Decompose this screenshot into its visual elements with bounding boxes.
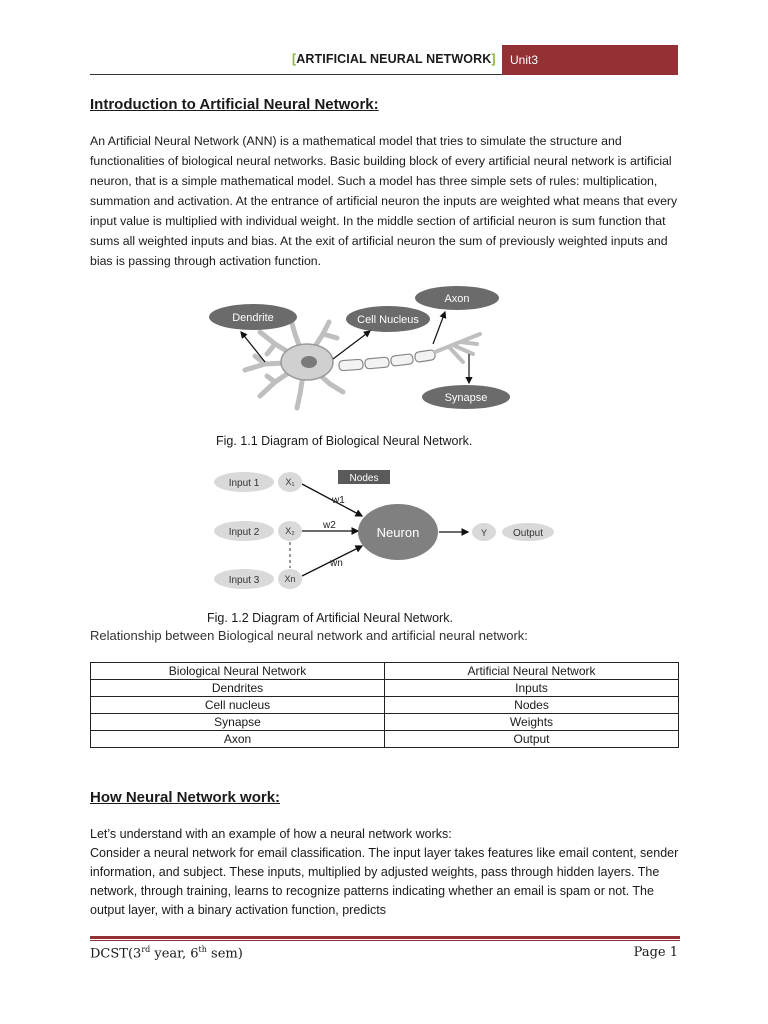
footer-rule-thick: [90, 936, 680, 939]
w2-label: w2: [323, 520, 336, 531]
table-cell: Axon: [91, 731, 385, 748]
how-body: [90, 825, 680, 920]
table-row: [91, 714, 679, 731]
table-cell: Weights: [385, 714, 679, 731]
axon-terminal: [435, 334, 480, 362]
table-row: [91, 680, 679, 697]
how-paragraph: Consider a neural network for email classification. The input layer takes features like email content, sender information, and subject. These inputs, multiplied by adjusted weights, pass through hidden layers. The network, through training, learns to recognize patterns indicating whether an email is spam or not. The output layer, with a binary activation function, predicts: [90, 846, 679, 917]
x1-label: X₁: [285, 477, 295, 487]
footer-year-num: 3: [133, 946, 142, 962]
input1-label: Input 1: [228, 478, 260, 489]
header-title: [292, 52, 496, 66]
table-row: [91, 697, 679, 714]
input2-label: Input 2: [228, 527, 260, 538]
y-label: Y: [480, 528, 488, 538]
table-cell: Dendrites: [91, 680, 385, 697]
bracket-open: [: [292, 52, 297, 66]
fig2-caption: Fig. 1.2 Diagram of Artificial Neural Network.: [207, 611, 453, 625]
nucleus-icon: [301, 356, 317, 368]
unit-badge: Unit3: [502, 45, 678, 75]
table-cell: Nodes: [385, 697, 679, 714]
cell-nucleus-label: Cell Nucleus: [357, 314, 419, 326]
output-label: Output: [512, 528, 544, 539]
nodes-label: Nodes: [349, 473, 379, 484]
artificial-neuron-diagram: [210, 466, 560, 594]
table-cell: Inputs: [385, 680, 679, 697]
table-row: [91, 731, 679, 748]
footer-year-text: year,: [150, 946, 191, 962]
xn-label: Xn: [284, 574, 296, 584]
footer-course: [90, 945, 243, 961]
table-cell: Synapse: [91, 714, 385, 731]
axon-label: Axon: [444, 293, 470, 305]
synapse-label: Synapse: [444, 392, 488, 404]
table-cell: Output: [385, 731, 679, 748]
axon-segments: [339, 349, 436, 370]
table-cell: Cell nucleus: [91, 697, 385, 714]
intro-heading: Introduction to Artificial Neural Network:: [90, 96, 379, 113]
how-heading: How Neural Network work:: [90, 789, 281, 806]
header-rule: [90, 74, 502, 75]
footer-sem-num: 6: [190, 946, 199, 962]
footer-sem-text: sem): [206, 946, 243, 962]
footer-rule-thin: [90, 940, 680, 941]
input3-label: Input 3: [228, 575, 260, 586]
biological-neuron-diagram: [205, 284, 515, 414]
fig1-caption: Fig. 1.1 Diagram of Biological Neural Network.: [216, 434, 473, 448]
relationship-intro: Relationship between Biological neural network and artificial neural network:: [90, 628, 528, 643]
dendrite-label: Dendrite: [232, 312, 274, 324]
bracket-close: ]: [491, 52, 496, 66]
how-intro-line: Let’s understand with an example of how a neural network works:: [90, 827, 452, 841]
w1-label: w1: [332, 495, 345, 506]
x2-label: X₂: [285, 526, 295, 536]
footer-sem-sup: th: [198, 945, 207, 954]
header-title-text: ARTIFICIAL NEURAL NETWORK: [296, 52, 492, 66]
table-header-row: [91, 663, 679, 680]
neuron-label: Neuron: [376, 525, 420, 540]
relationship-table: [90, 662, 679, 748]
page-number: Page 1: [633, 945, 678, 960]
table-header-cell: Artificial Neural Network: [385, 663, 679, 680]
table-header-cell: Biological Neural Network: [91, 663, 385, 680]
footer-year-sup: rd: [141, 945, 151, 954]
wn-label: wn: [330, 558, 343, 569]
footer-course-code: DCST(: [90, 946, 134, 962]
intro-paragraph: An Artificial Neural Network (ANN) is a mathematical model that tries to simulate the structure and functionalities of biological neural networks. Basic building block of every artificial neural network is artificial neuron, that is a simple mathematical model. Such a model has three simple sets of rules: multiplication, summation and activation. At the entrance of artificial neuron the inputs are weighted what means that every input value is multiplied with individual weight. In the middle section of artificial neuron is sum function that sums all weighted inputs and bias. At the exit of artificial neuron the sum of previously weighted inputs and bias is passing through activation function.: [90, 134, 678, 268]
